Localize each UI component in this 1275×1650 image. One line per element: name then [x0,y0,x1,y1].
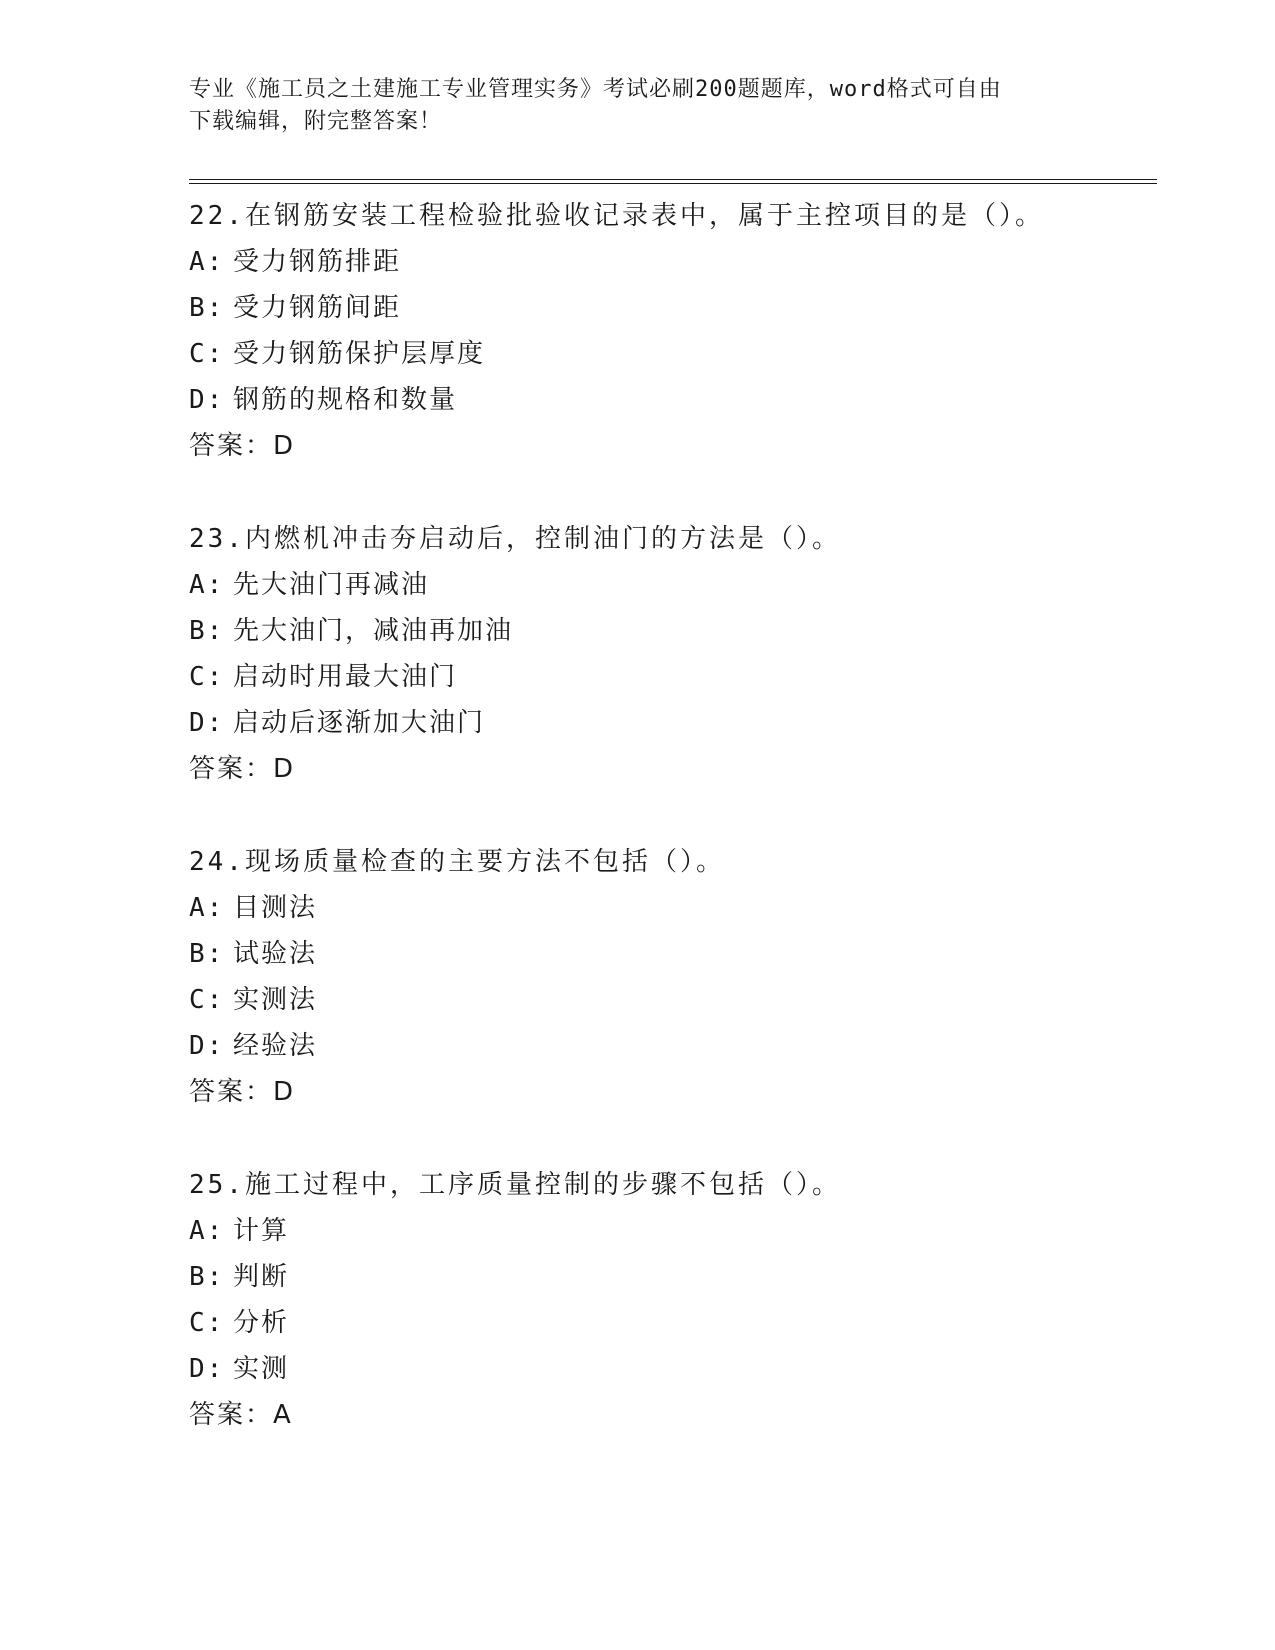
option-text: 经验法 [233,1031,318,1061]
question-25 [189,1162,1157,1438]
option-c [189,1300,1157,1346]
option-letter: A: [189,893,225,923]
option-letter: A: [189,247,225,277]
option-letter: A: [189,570,225,600]
option-text: 计算 [233,1216,290,1246]
option-a [189,885,1157,931]
option-text: 实测 [233,1354,290,1384]
option-b [189,608,1157,654]
option-letter: D: [189,708,225,738]
option-a [189,239,1157,285]
header-divider-top [189,179,1157,180]
option-text: 受力钢筋排距 [233,247,402,277]
document-header [189,74,1069,138]
option-text: 先大油门再减油 [233,570,430,600]
option-text: 受力钢筋保护层厚度 [233,339,486,369]
option-text: 实测法 [233,985,318,1015]
header-line-1: 专业《施工员之土建施工专业管理实务》考试必刷200题题库，word格式可自由 [189,77,1002,102]
option-letter: C: [189,1308,225,1338]
option-b [189,285,1157,331]
question-24 [189,839,1157,1115]
option-text: 钢筋的规格和数量 [233,385,458,415]
option-a [189,1208,1157,1254]
option-d [189,1023,1157,1069]
question-list [189,193,1157,1485]
option-c [189,331,1157,377]
option-c [189,654,1157,700]
option-letter: C: [189,985,225,1015]
option-text: 分析 [233,1308,290,1338]
option-letter: D: [189,1031,225,1061]
question-stem: 25.施工过程中，工序质量控制的步骤不包括（）。 [189,1170,841,1200]
option-a [189,562,1157,608]
option-letter: D: [189,1354,225,1384]
option-letter: B: [189,616,225,646]
question-stem: 22.在钢筋安装工程检验批验收记录表中，属于主控项目的是（）。 [189,201,1044,231]
option-c [189,977,1157,1023]
option-letter: C: [189,662,225,692]
answer-line: 答案：D [189,1077,296,1107]
option-letter: B: [189,939,225,969]
option-text: 受力钢筋间距 [233,293,402,323]
option-b [189,931,1157,977]
question-23 [189,516,1157,792]
option-letter: C: [189,339,225,369]
option-text: 判断 [233,1262,290,1292]
answer-line: 答案：A [189,1400,293,1430]
question-22 [189,193,1157,469]
option-d [189,1346,1157,1392]
option-text: 试验法 [233,939,318,969]
option-text: 目测法 [233,893,318,923]
option-text: 先大油门，减油再加油 [233,616,514,646]
option-letter: D: [189,385,225,415]
option-text: 启动时用最大油门 [233,662,458,692]
question-stem: 24.现场质量检查的主要方法不包括（）。 [189,847,725,877]
answer-line: 答案：D [189,431,296,461]
option-d [189,700,1157,746]
option-d [189,377,1157,423]
option-letter: A: [189,1216,225,1246]
option-letter: B: [189,293,225,323]
option-letter: B: [189,1262,225,1292]
header-divider-bottom [189,183,1157,184]
question-stem: 23.内燃机冲击夯启动后，控制油门的方法是（）。 [189,524,841,554]
answer-line: 答案：D [189,754,296,784]
header-line-2: 下载编辑，附完整答案！ [189,109,443,134]
option-b [189,1254,1157,1300]
option-text: 启动后逐渐加大油门 [233,708,486,738]
